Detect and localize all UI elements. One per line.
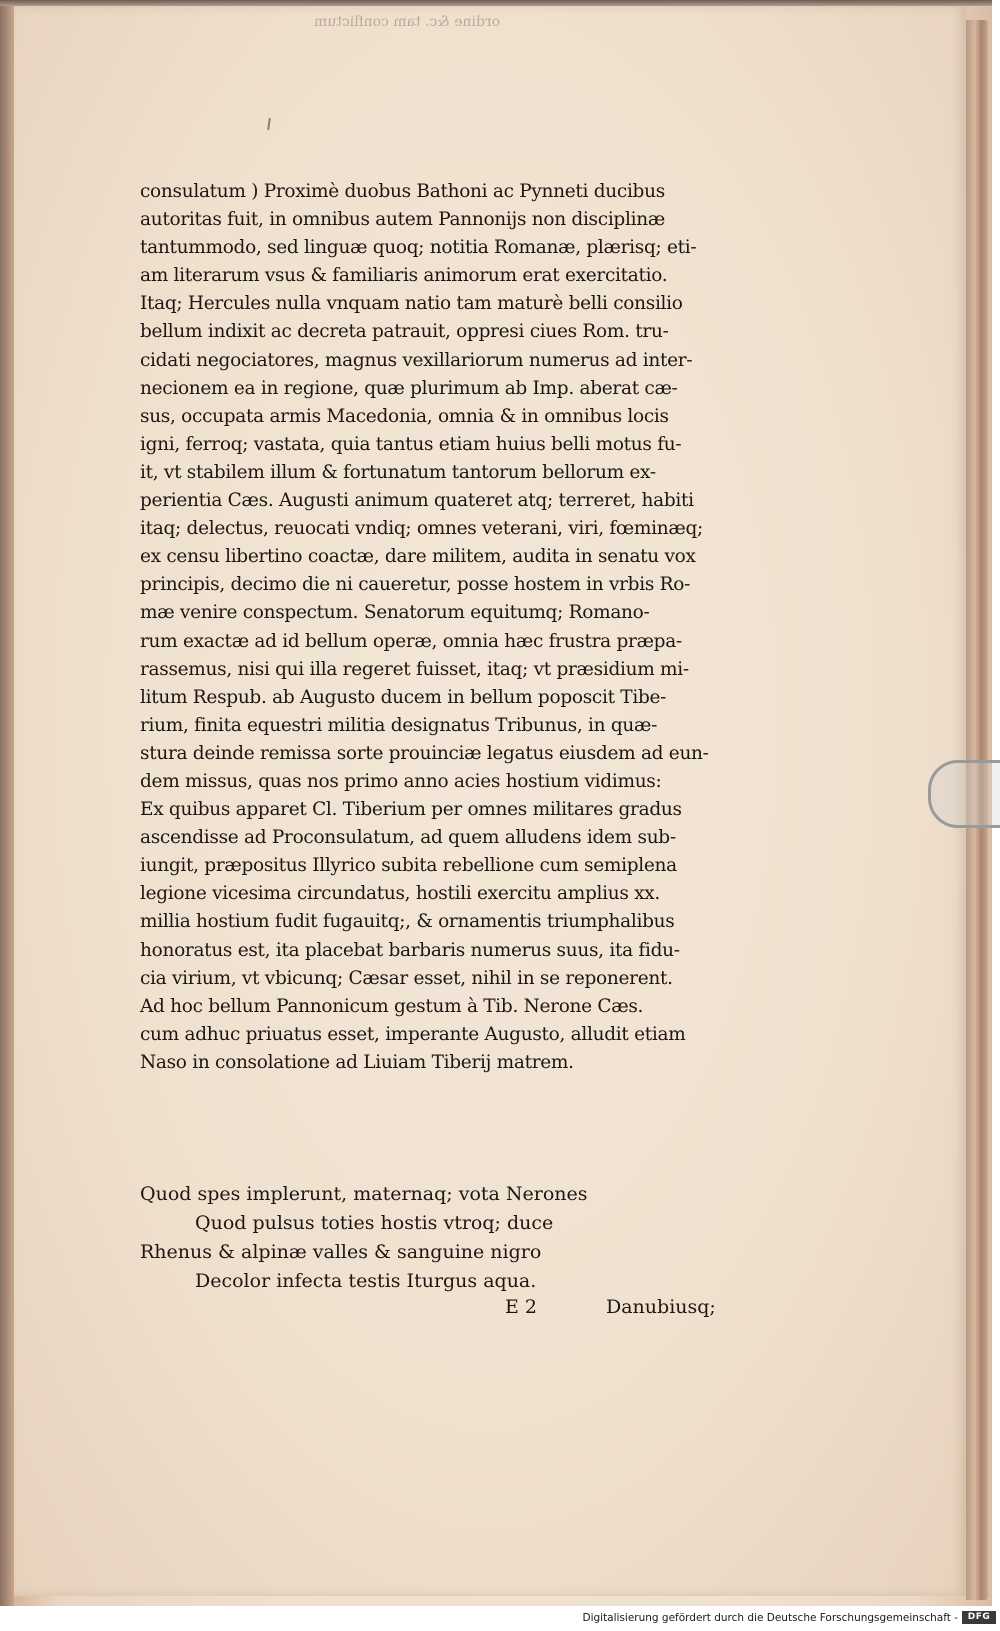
body-line: Ad hoc bellum Pannonicum gestum à Tib. Nerone Cæs. — [140, 995, 644, 1017]
body-line: itaq; delectus, reuocati vndiq; omnes veterani, viri, fœminæq; — [140, 518, 703, 540]
body-line: consulatum ) Proximè duobus Bathoni ac Pynneti ducibus — [140, 181, 665, 202]
digitization-credit: Digitalisierung gefördert durch die Deutsche Forschungsgemeinschaft - — [582, 1612, 958, 1624]
dfg-logo: DFG — [962, 1611, 996, 1624]
body-line: rassemus, nisi qui illa regeret fuisset, itaq; vt præsidium mi- — [140, 658, 689, 680]
body-line: Ex quibus apparet Cl. Tiberium per omnes militares gradus — [140, 799, 682, 821]
body-line: am literarum vsus & familiaris animorum erat exercitatio. — [140, 265, 668, 287]
body-text — [140, 178, 715, 1077]
page-clip — [928, 760, 1000, 828]
signature-mark: E 2 — [505, 1296, 537, 1318]
body-line: ex censu libertino coactæ, dare militem, audita in senatu vox — [140, 546, 696, 568]
verse-line: Decolor infecta testis Iturgus aqua. — [195, 1270, 537, 1292]
body-line: cia virium, vt vbicunq; Cæsar esset, nihil in se reponerent. — [140, 967, 673, 989]
body-line: bellum indixit ac decreta patrauit, oppresi ciues Rom. tru- — [140, 321, 669, 343]
body-line: legione vicesima circundatus, hostili exercitu amplius xx. — [140, 883, 661, 905]
body-line: Itaq; Hercules nulla vnquam natio tam maturè belli consilio — [140, 293, 683, 315]
body-line: cum adhuc priuatus esset, imperante Augusto, alludit etiam — [140, 1023, 686, 1045]
body-line: principis, decimo die ni caueretur, posse hostem in vrbis Ro- — [140, 574, 691, 596]
body-line: rum exactæ ad id bellum operæ, omnia hæc frustra præpa- — [140, 630, 682, 652]
body-line: cidati negociatores, magnus vexillariorum numerus ad inter- — [140, 349, 693, 371]
verse-line: Quod spes implerunt, maternaq; vota Nerones — [140, 1183, 588, 1205]
verse-line: Rhenus & alpinæ valles & sanguine nigro — [140, 1241, 542, 1263]
body-line: stura deinde remissa sorte prouinciæ legatus eiusdem ad eun- — [140, 742, 709, 764]
body-line: autoritas fuit, in omnibus autem Pannonijs non disciplinæ — [140, 209, 665, 231]
body-line: honoratus est, ita placebat barbaris numerus suus, ita fidu- — [140, 939, 680, 961]
verse-line: Quod pulsus toties hostis vtroq; duce — [195, 1212, 554, 1234]
body-line: millia hostium fudit fugauitq;, & ornamentis triumphalibus — [140, 911, 675, 933]
body-line: tantummodo, sed linguæ quoq; notitia Romanæ, plærisq; eti- — [140, 237, 697, 259]
body-line: rium, finita equestri militia designatus Tribunus, in quæ- — [140, 714, 658, 736]
body-line: igni, ferroq; vastata, quia tantus etiam huius belli motus fu- — [140, 433, 682, 455]
body-line: ascendisse ad Proconsulatum, ad quem alludens idem sub- — [140, 827, 676, 849]
bleed-through-text: ordine &c. tam conflictum — [314, 14, 501, 30]
body-line: mæ venire conspectum. Senatorum equitumq; Romano- — [140, 602, 650, 624]
catchword: Danubiusq; — [606, 1296, 716, 1318]
verse-quotation — [140, 1180, 588, 1296]
body-line: it, vt stabilem illum & fortunatum tantorum bellorum ex- — [140, 461, 656, 483]
body-line: dem missus, quas nos primo anno acies hostium vidimus: — [140, 770, 662, 792]
body-line: iungit, præpositus Illyrico subita rebellione cum semiplena — [140, 855, 677, 877]
body-line: sus, occupata armis Macedonia, omnia & in omnibus locis — [140, 405, 669, 427]
binding-edge — [0, 0, 14, 1606]
body-line: Naso in consolatione ad Liuiam Tiberij matrem. — [140, 1051, 574, 1073]
body-line: perientia Cæs. Augusti animum quateret atq; terreret, habiti — [140, 490, 694, 512]
body-line: litum Respub. ab Augusto ducem in bellum poposcit Tibe- — [140, 686, 667, 708]
body-line: necionem ea in regione, quæ plurimum ab Imp. aberat cæ- — [140, 377, 678, 399]
